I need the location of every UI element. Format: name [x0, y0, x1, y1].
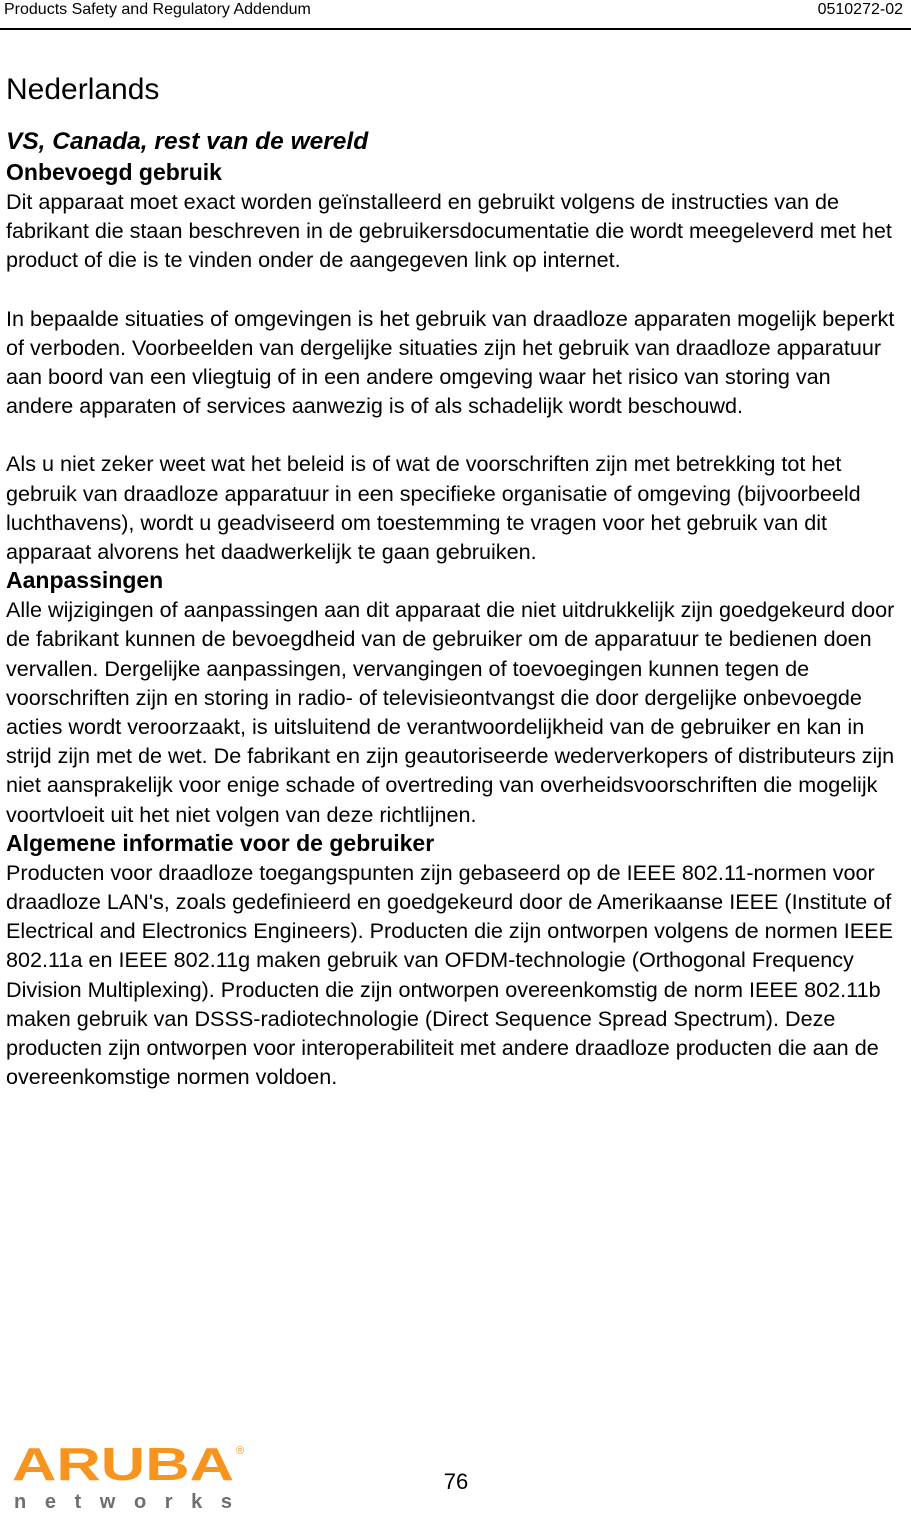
page-number: 76: [443, 1469, 469, 1494]
paragraph: Alle wijzigingen of aanpassingen aan dit apparaat die niet uitdrukkelijk zijn goedgekeurd door de fabrikant kunnen de bevoegdheid van de gebruiker om de apparatuur te bedienen doen vervallen. Dergelijke aanpassingen, vervangingen of toevoegingen kunnen tegen de voorschriften zijn en storing in radio- of televisieontvangst die door dergelijke onbevoegde acties wordt veroorzaakt, is uitsluitend de verantwoordelijkheid van de gebruiker en kan in strijd zijn met de wet. De fabrikant en zijn geautoriseerde wederverkopers of distributeurs zijn niet aansprakelijk voor enige schade of overtreding van overheidsvoorschriften die mogelijk voortvloeit uit het niet volgen van deze richtlijnen.: [6, 597, 895, 827]
header-title: Products Safety and Regulatory Addendum: [4, 1, 311, 18]
paragraph: Producten voor draadloze toegangspunten zijn gebaseerd op de IEEE 802.11-normen voor draadloze LAN's, zoals gedefinieerd en goedgekeurd door de Amerikaanse IEEE (Institute of Electrical and Electronics Engineers). Producten die zijn ontworpen volgens de normen IEEE 802.11a en IEEE 802.11g maken gebruik van OFDM-technologie (Orthogonal Frequency Division Multiplexing). Producten die zijn ontworpen overeenkomstig de norm IEEE 802.11b maken gebruik van DSSS-radiotechnologie (Direct Sequence Spread Spectrum). Deze producten zijn ontworpen voor interoperabiliteit met andere draadloze producten die aan de overeenkomstige normen voldoen.: [6, 859, 894, 1090]
paragraph: In bepaalde situaties of omgevingen is het gebruik van draadloze apparaten mogelijk beperkt of verboden. Voorbeelden van dergelijke situaties zijn het gebruik van draadloze apparatuur aan boord van een vliegtuig of in een andere omgeving waar het risico van storing van andere apparaten of services aanwezig is of als schadelijk wordt beschouwd.: [6, 305, 895, 419]
section-heading-unauthorized-use: Onbevoegd gebruik: [6, 159, 222, 185]
language-heading: Nederlands: [6, 73, 160, 106]
section-heading-modifications: Aanpassingen: [6, 567, 164, 594]
logo-subtitle: networks: [14, 1491, 232, 1512]
document-body: [6, 68, 902, 1091]
paragraph: Dit apparaat moet exact worden geïnstalleerd en gebruikt volgens de instructies van de fabrikant die staan beschreven in de gebruikersdocumentatie die wordt meegeleverd met het product of die is te vinden onder de aangegeven link op internet.: [6, 189, 892, 273]
aruba-logo-icon: [10, 1440, 250, 1512]
region-heading: VS, Canada, rest van de wereld: [6, 128, 369, 155]
header-doc-number: 0510272-02: [817, 1, 903, 18]
logo-registered-mark: ®: [236, 1445, 245, 1457]
logo-wordmark: ARUBA: [12, 1440, 234, 1490]
paragraph: Als u niet zeker weet wat het beleid is of wat de voorschriften zijn met betrekking tot het gebruik van draadloze apparatuur in een specifieke organisatie of omgeving (bijvoorbeeld luchthavens), wordt u geadviseerd om toestemming te vragen voor het gebruik van dit apparaat alvorens het daadwerkelijk te gaan gebruiken.: [6, 451, 861, 565]
page-header: [0, 0, 911, 30]
aruba-networks-logo: [10, 1440, 250, 1512]
section-heading-general-info: Algemene informatie voor de gebruiker: [6, 829, 435, 856]
